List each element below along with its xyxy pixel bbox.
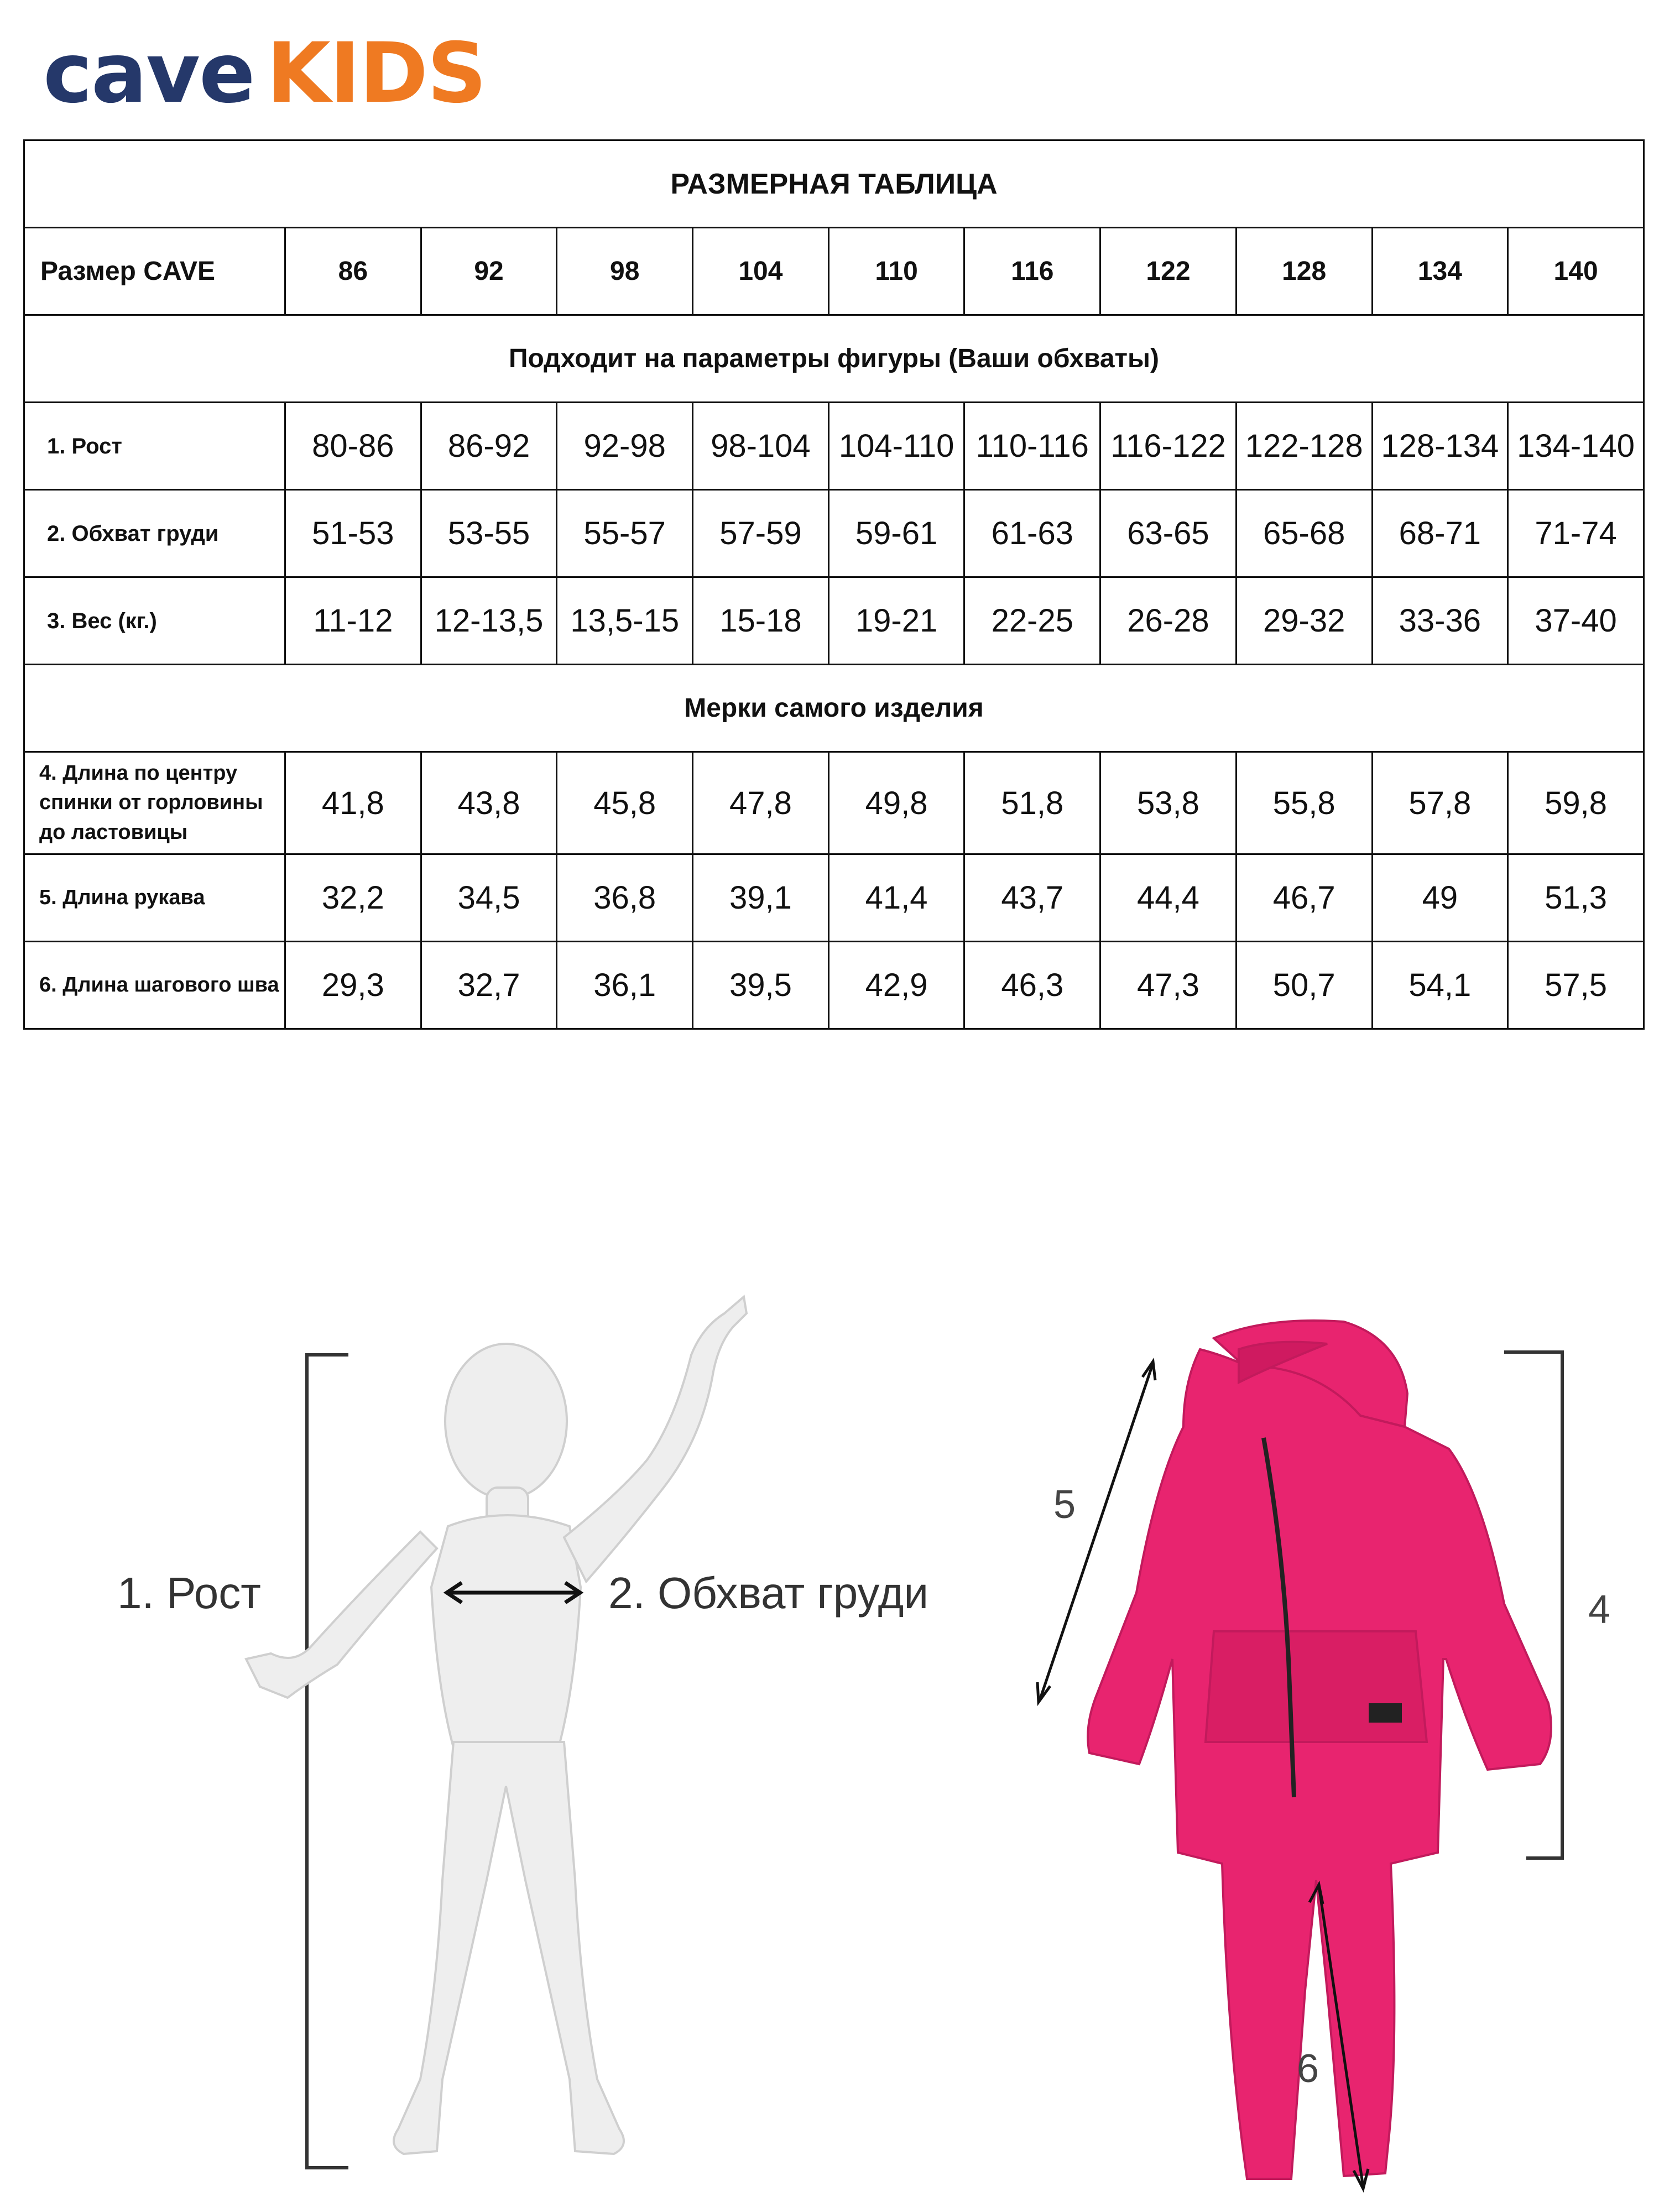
section-body-params: Подходит на параметры фигуры (Ваши обхваты) bbox=[24, 315, 1644, 403]
measure-6-label: 6 bbox=[1297, 2047, 1319, 2091]
table-cell: 11-12 bbox=[285, 577, 421, 665]
table-cell: 47,8 bbox=[693, 752, 829, 854]
brand-logo bbox=[43, 25, 486, 122]
row-label: 3. Вес (кг.) bbox=[24, 577, 285, 665]
size-col-header: 140 bbox=[1508, 228, 1644, 315]
logo-kids: KIDS bbox=[266, 25, 486, 122]
height-label: 1. Рост bbox=[117, 1568, 261, 1618]
table-cell: 57-59 bbox=[693, 490, 829, 577]
table-cell: 54,1 bbox=[1372, 942, 1508, 1029]
table-cell: 57,8 bbox=[1372, 752, 1508, 854]
table-cell: 32,2 bbox=[285, 854, 421, 942]
table-cell: 43,7 bbox=[964, 854, 1100, 942]
table-cell: 65-68 bbox=[1236, 490, 1372, 577]
row-label: 4. Длина по центру спинки от горловины до ластовицы bbox=[24, 752, 285, 854]
table-row bbox=[24, 403, 1644, 490]
table-cell: 128-134 bbox=[1372, 403, 1508, 490]
table-cell: 63-65 bbox=[1100, 490, 1237, 577]
table-row bbox=[24, 854, 1644, 942]
size-col-header: 134 bbox=[1372, 228, 1508, 315]
table-cell: 29-32 bbox=[1236, 577, 1372, 665]
table-cell: 34,5 bbox=[421, 854, 557, 942]
table-cell: 92-98 bbox=[557, 403, 693, 490]
size-col-header: 98 bbox=[557, 228, 693, 315]
table-cell: 22-25 bbox=[964, 577, 1100, 665]
measure-4-label: 4 bbox=[1588, 1588, 1611, 1632]
back-length-bracket bbox=[1504, 1352, 1562, 1858]
size-col-header: 86 bbox=[285, 228, 421, 315]
table-cell: 44,4 bbox=[1100, 854, 1237, 942]
table-cell: 39,1 bbox=[693, 854, 829, 942]
table-cell: 134-140 bbox=[1508, 403, 1644, 490]
table-cell: 53,8 bbox=[1100, 752, 1237, 854]
table-cell: 47,3 bbox=[1100, 942, 1237, 1029]
table-cell: 36,8 bbox=[557, 854, 693, 942]
table-row bbox=[24, 490, 1644, 577]
table-cell: 43,8 bbox=[421, 752, 557, 854]
table-cell: 55-57 bbox=[557, 490, 693, 577]
table-cell: 36,1 bbox=[557, 942, 693, 1029]
size-header: Размер CAVE bbox=[24, 228, 285, 315]
table-cell: 116-122 bbox=[1100, 403, 1237, 490]
table-cell: 42,9 bbox=[828, 942, 964, 1029]
size-col-header: 110 bbox=[828, 228, 964, 315]
table-row bbox=[24, 752, 1644, 854]
table-cell: 29,3 bbox=[285, 942, 421, 1029]
size-col-header: 92 bbox=[421, 228, 557, 315]
table-cell: 19-21 bbox=[828, 577, 964, 665]
table-title: РАЗМЕРНАЯ ТАБЛИЦА bbox=[24, 140, 1644, 228]
row-label: 6. Длина шагового шва bbox=[24, 942, 285, 1029]
table-row bbox=[24, 577, 1644, 665]
table-cell: 68-71 bbox=[1372, 490, 1508, 577]
table-cell: 122-128 bbox=[1236, 403, 1372, 490]
height-bracket bbox=[307, 1355, 348, 2168]
size-col-header: 116 bbox=[964, 228, 1100, 315]
table-cell: 32,7 bbox=[421, 942, 557, 1029]
table-cell: 71-74 bbox=[1508, 490, 1644, 577]
size-col-header: 104 bbox=[693, 228, 829, 315]
table-cell: 104-110 bbox=[828, 403, 964, 490]
table-cell: 80-86 bbox=[285, 403, 421, 490]
table-cell: 46,7 bbox=[1236, 854, 1372, 942]
measure-5-label: 5 bbox=[1053, 1483, 1076, 1527]
table-cell: 59-61 bbox=[828, 490, 964, 577]
table-cell: 110-116 bbox=[964, 403, 1100, 490]
table-cell: 15-18 bbox=[693, 577, 829, 665]
table-row bbox=[24, 942, 1644, 1029]
table-cell: 49 bbox=[1372, 854, 1508, 942]
section-garment-measures: Мерки самого изделия bbox=[24, 665, 1644, 752]
jumpsuit-figure bbox=[1088, 1321, 1551, 2179]
row-label: 2. Обхват груди bbox=[24, 490, 285, 577]
table-cell: 37-40 bbox=[1508, 577, 1644, 665]
row-label: 5. Длина рукава bbox=[24, 854, 285, 942]
table-cell: 46,3 bbox=[964, 942, 1100, 1029]
table-cell: 45,8 bbox=[557, 752, 693, 854]
table-cell: 12-13,5 bbox=[421, 577, 557, 665]
table-cell: 26-28 bbox=[1100, 577, 1237, 665]
table-cell: 41,4 bbox=[828, 854, 964, 942]
table-cell: 57,5 bbox=[1508, 942, 1644, 1029]
table-cell: 51,3 bbox=[1508, 854, 1644, 942]
table-cell: 86-92 bbox=[421, 403, 557, 490]
table-cell: 61-63 bbox=[964, 490, 1100, 577]
table-cell: 13,5-15 bbox=[557, 577, 693, 665]
table-cell: 98-104 bbox=[693, 403, 829, 490]
size-col-header: 128 bbox=[1236, 228, 1372, 315]
table-cell: 55,8 bbox=[1236, 752, 1372, 854]
table-cell: 33-36 bbox=[1372, 577, 1508, 665]
table-cell: 51-53 bbox=[285, 490, 421, 577]
measurement-illustration bbox=[0, 1244, 1659, 2212]
row-label: 1. Рост bbox=[24, 403, 285, 490]
table-cell: 50,7 bbox=[1236, 942, 1372, 1029]
size-table bbox=[23, 139, 1645, 1030]
table-cell: 49,8 bbox=[828, 752, 964, 854]
table-cell: 53-55 bbox=[421, 490, 557, 577]
logo-cave: cave bbox=[43, 25, 254, 122]
table-cell: 39,5 bbox=[693, 942, 829, 1029]
table-cell: 41,8 bbox=[285, 752, 421, 854]
chest-label: 2. Обхват груди bbox=[608, 1568, 929, 1618]
table-cell: 59,8 bbox=[1508, 752, 1644, 854]
table-cell: 51,8 bbox=[964, 752, 1100, 854]
mannequin-figure bbox=[246, 1297, 747, 2154]
size-col-header: 122 bbox=[1100, 228, 1237, 315]
